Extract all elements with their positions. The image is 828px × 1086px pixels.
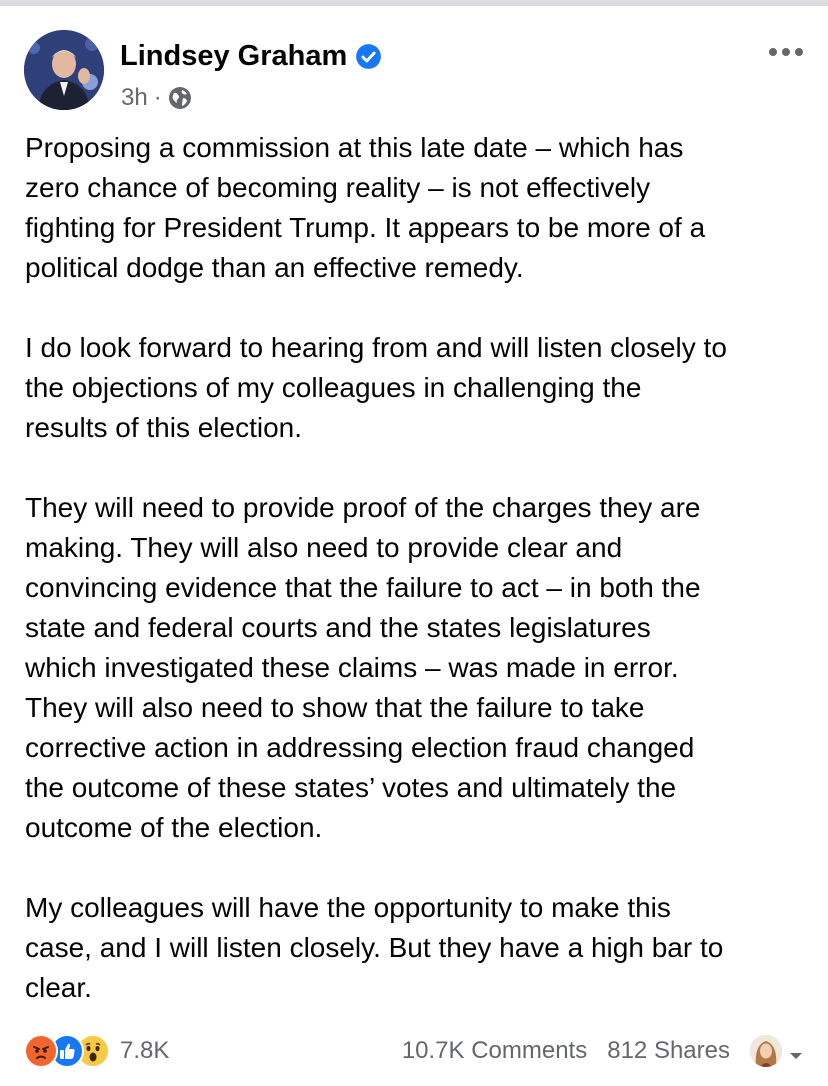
post-footer <box>24 1030 804 1072</box>
comments-count[interactable]: 10.7K Comments <box>401 1037 588 1064</box>
engagement-stats <box>402 1035 804 1067</box>
post-body <box>25 128 815 1008</box>
verified-badge-icon <box>355 43 382 70</box>
shares-count[interactable]: 812 Shares <box>607 1037 730 1064</box>
top-divider <box>0 0 828 6</box>
post-paragraph: I do look forward to hearing from and will listen closely to the objections of my colleagues in challenging the results of this election. <box>25 332 727 443</box>
post-paragraph: Proposing a commission at this late date – which has zero chance of becoming reality – is not effectively fighting for President Trump. It appears to be more of a political dodge than an effective remedy. <box>25 132 706 283</box>
globe-icon <box>168 86 192 110</box>
author-name[interactable]: Lindsey Graham <box>120 40 348 72</box>
reaction-count: 7.8K <box>120 1037 170 1064</box>
reactions-summary[interactable] <box>24 1034 169 1068</box>
avatar-photo <box>24 30 104 110</box>
more-options-icon[interactable] <box>766 38 806 66</box>
post-paragraph: My colleagues will have the opportunity to make this case, and I will listen closely. But they have a high bar to clear. <box>25 892 724 1003</box>
viewer-avatar[interactable] <box>750 1035 782 1067</box>
post-timestamp[interactable]: 3h <box>121 84 148 111</box>
author-name-row <box>120 40 382 73</box>
post-meta <box>121 84 192 112</box>
chevron-down-icon[interactable] <box>788 1043 804 1059</box>
meta-separator: · <box>153 84 162 111</box>
author-avatar[interactable] <box>24 30 104 110</box>
post-header <box>24 30 814 112</box>
post-paragraph: They will need to provide proof of the charges they are making. They will also need to provide clear and convincing evidence that the failure to act – in both the state and federal courts and the states legislatures which investigated these claims – was made in error. They will also need to show that the failure to take corrective action in addressing election fraud changed the outcome of these states’ votes and ultimately the outcome of the election. <box>25 492 701 843</box>
angry-icon <box>24 1034 58 1068</box>
